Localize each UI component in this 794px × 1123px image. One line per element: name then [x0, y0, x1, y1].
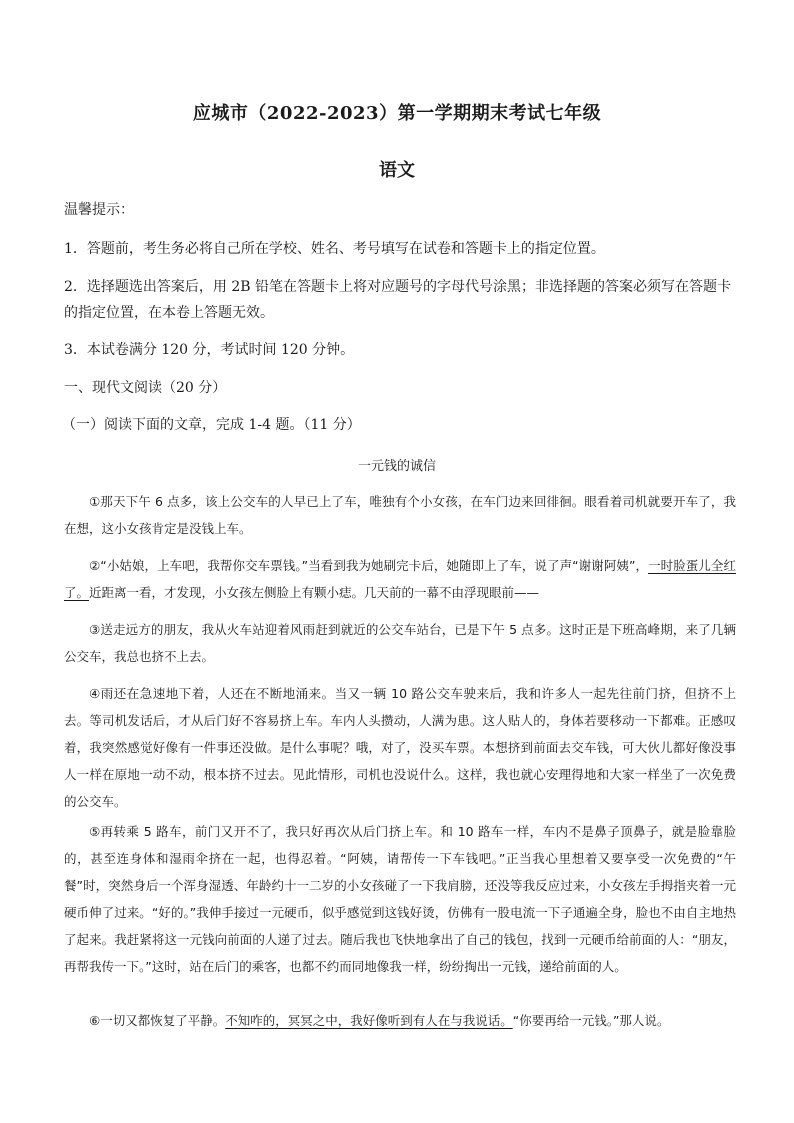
article-title: 一元钱的诚信	[357, 459, 436, 474]
exam-title: 应城市（2022-2023）第一学期期末考试七年级	[192, 103, 602, 124]
article-paragraph-2	[64, 552, 736, 606]
subject-title: 语文	[379, 160, 415, 181]
article-paragraph-4: ④雨还在急速地下着，人还在不断地涌来。当又一辆 10 路公交车驶来后，我和许多人一起先往前门挤，但挤不上去。等司机发话后，才从后门好不容易挤上车。车内人头攒动，人满为患。这人贴人的，身体若要移动一下都难。正感叹着，我突然感觉好像有一件事还没做。是什么事呢？哦，对了，没买车票。本想挤到前面去交车钱，可大伙儿都好像没事人一样在原地一动不动，根本挤不过去。见此情形，司机也没说什么。这样，我也就心安理得地和大家一样坐了一次免费的公交车。	[64, 686, 736, 809]
article-paragraph-6	[64, 1007, 736, 1034]
tip-item-2: 2．选择题选出答案后，用 2B 铅笔在答题卡上将对应题号的字母代号涂黑；非选择题的答案必须写在答题卡的指定位置，在本卷上答题无效。	[64, 279, 732, 321]
paragraph-6-text-b: “你要再给一元钱。”那人说。	[512, 1013, 670, 1028]
paragraph-2-underlined: 一时脸蛋儿全红了。	[64, 558, 736, 600]
section-subtitle: （一）阅读下面的文章，完成 1-4 题。（11 分）	[62, 417, 361, 433]
paragraph-2-text-a: ②“小姑娘，上车吧，我帮你交车票钱。”当看到我为她刷完卡后，她随即上了车，说了声“谢谢阿姨”，	[89, 558, 649, 573]
tips-heading: 温馨提示：	[64, 202, 134, 218]
tip-item-1: 1．答题前，考生务必将自己所在学校、姓名、考号填写在试卷和答题卡上的指定位置。	[64, 241, 605, 257]
paragraph-6-text-a: ⑥一切又都恢复了平静。	[89, 1013, 226, 1028]
article-paragraph-3: ③送走远方的朋友，我从火车站迎着风雨赶到就近的公交车站台，已是下午 5 点多。这时正是下班高峰期，来了几辆公交车，我总也挤不上去。	[64, 622, 736, 664]
tip-item-3: 3．本试卷满分 120 分，考试时间 120 分钟。	[64, 342, 355, 358]
section-title: 一、现代文阅读（20 分）	[64, 380, 227, 396]
paragraph-2-text-b: 近距离一看，才发现，小女孩左侧脸上有颗小痣。几天前的一幕不由浮现眼前——	[89, 585, 540, 600]
article-paragraph-1: ①那天下午 6 点多，该上公交车的人早已上了车，唯独有个小女孩，在车门边来回徘徊。眼看着司机就要开车了，我在想，这小女孩肯定是没钱上车。	[64, 494, 736, 536]
article-paragraph-5: ⑤再转乘 5 路车，前门又开不了，我只好再次从后门挤上车。和 10 路车一样，车内不是鼻子顶鼻子，就是脸靠脸的，甚至连身体和湿雨伞挤在一起，也得忍着。“阿姨，请帮传一下车钱吧。”正当我心里想着又要享受一次免费的“午餐”时，突然身后一个浑身湿透、年龄约十一二岁的小女孩碰了一下我肩膀，还没等我反应过来，小女孩左手拇指夹着一元硬币伸了过来。“好的。”我伸手接过一元硬币，似乎感觉到这钱好烫，仿佛有一股电流一下子通遍全身，脸也不由自主地热了起来。我赶紧将这一元钱向前面的人递了过去。随后我也飞快地拿出了自己的钱包，找到一元硬币给前面的人：“朋友，再帮我传一下。”这时，站在后门的乘客，也都不约而同地像我一样，纷纷掏出一元钱，递给前面的人。	[64, 824, 736, 974]
paragraph-6-underlined: 不知咋的，冥冥之中，我好像听到有人在与我说话。	[225, 1013, 513, 1028]
